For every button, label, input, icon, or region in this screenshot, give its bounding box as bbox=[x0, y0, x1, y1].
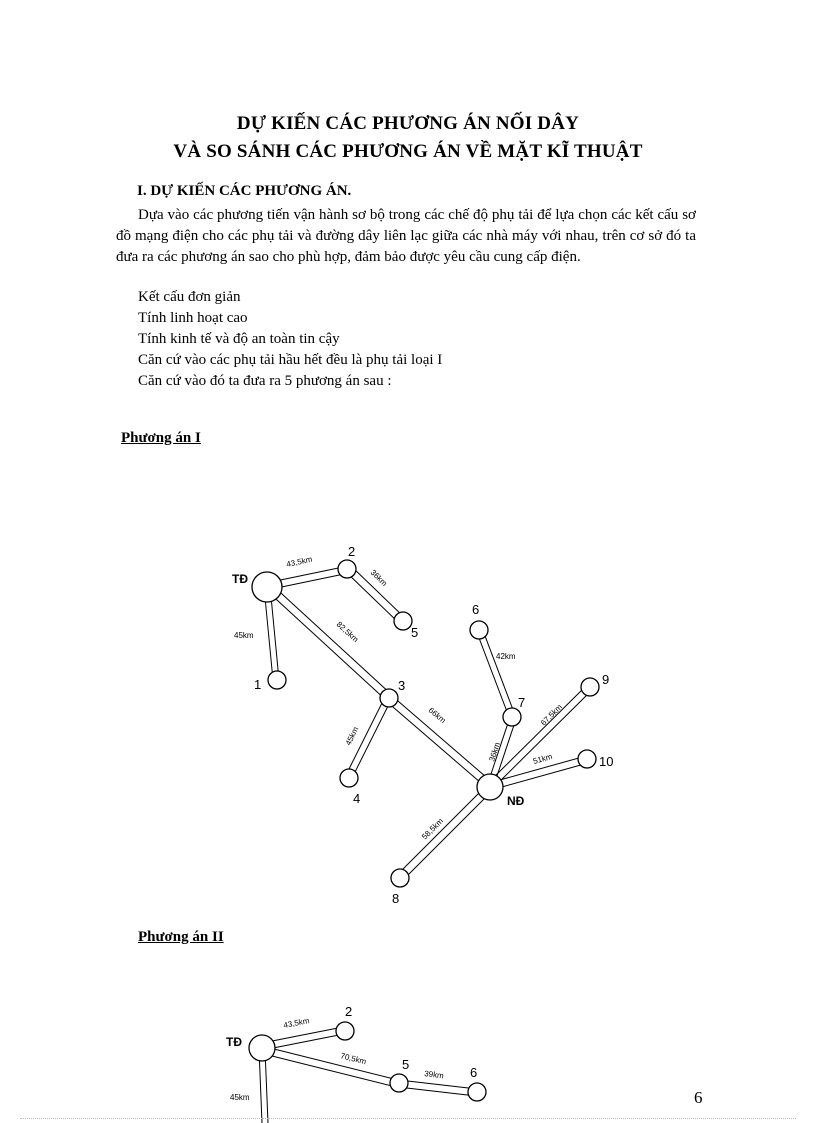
label-9: 9 bbox=[602, 672, 610, 687]
node-6 bbox=[470, 621, 488, 639]
dist-10-nd: 51km bbox=[532, 751, 554, 766]
criteria-line: Tính kinh tế và độ an toàn tin cậy bbox=[138, 331, 340, 347]
criteria-line: Căn cứ vào các phụ tải hầu hết đều là phụ tải loại I bbox=[138, 352, 443, 368]
label-7: 7 bbox=[518, 695, 526, 710]
dist-td-2: 43,5km bbox=[285, 554, 314, 569]
plan2-dist-td-1: 45km bbox=[230, 1093, 250, 1102]
node-9 bbox=[581, 678, 599, 696]
node-3 bbox=[380, 689, 398, 707]
dist-3-4: 45km bbox=[343, 725, 361, 747]
dist-2-5: 36km bbox=[368, 567, 389, 589]
plan2-node-2 bbox=[336, 1022, 354, 1040]
plan2-node-6 bbox=[468, 1083, 486, 1101]
dist-8-nd: 58,5km bbox=[420, 816, 445, 842]
page-number: 6 bbox=[694, 1088, 703, 1107]
section-heading: I. DỰ KIẾN CÁC PHƯƠNG ÁN. bbox=[137, 183, 352, 199]
footer-divider bbox=[20, 1118, 796, 1119]
plan2-node-5 bbox=[390, 1074, 408, 1092]
label-td: TĐ bbox=[232, 572, 248, 586]
dist-3-nd: 66km bbox=[426, 705, 448, 726]
label-8: 8 bbox=[392, 891, 400, 906]
node-2 bbox=[338, 560, 356, 578]
node-10 bbox=[578, 750, 596, 768]
label-1: 1 bbox=[254, 677, 262, 692]
plan2-dist-td-2: 43,5km bbox=[282, 1016, 311, 1030]
intro-paragraph: Dựa vào các phương tiến vận hành sơ bộ trong các chế độ phụ tải để lựa chọn các kết cấu sơ đồ mạng điện cho các phụ tải và đường dây liên lạc giữa các nhà máy với nhau, trên cơ sở đó ta đưa ra các phương án sao cho phù hợp, đảm bảo được yêu cầu cung cấp điện. bbox=[116, 207, 696, 265]
dist-6-7: 42km bbox=[496, 652, 516, 661]
plan2-edges bbox=[259, 1027, 477, 1123]
criteria-line: Căn cứ vào đó ta đưa ra 5 phương án sau : bbox=[138, 373, 392, 389]
criteria-line: Kết cấu đơn giản bbox=[138, 289, 241, 305]
node-nd bbox=[477, 774, 503, 800]
title-line-1: DỰ KIẾN CÁC PHƯƠNG ÁN NỐI DÂY bbox=[236, 113, 580, 134]
node-4 bbox=[340, 769, 358, 787]
plan2-node-td bbox=[249, 1035, 275, 1061]
label-5: 5 bbox=[411, 625, 419, 640]
node-1 bbox=[268, 671, 286, 689]
node-8 bbox=[391, 869, 409, 887]
node-7 bbox=[503, 708, 521, 726]
plan2-label-6: 6 bbox=[470, 1065, 478, 1080]
node-5 bbox=[394, 612, 412, 630]
label-10: 10 bbox=[599, 754, 614, 769]
dist-td-3: 82,5km bbox=[334, 619, 361, 645]
label-4: 4 bbox=[353, 791, 361, 806]
plan2-dist-5-6: 39km bbox=[423, 1069, 445, 1081]
plan-1-label: Phương án I bbox=[121, 430, 201, 446]
plan-2-label: Phương án II bbox=[138, 929, 224, 945]
title-line-2: VÀ SO SÁNH CÁC PHƯƠNG ÁN VỀ MẶT KĨ THUẬT bbox=[173, 141, 643, 162]
node-td bbox=[252, 572, 282, 602]
dist-7-nd: 36km bbox=[487, 741, 502, 763]
plan2-dist-td-5: 70,5km bbox=[339, 1051, 368, 1067]
label-nd: NĐ bbox=[507, 794, 525, 808]
dist-td-1: 45km bbox=[234, 631, 254, 640]
label-3: 3 bbox=[398, 678, 406, 693]
label-6: 6 bbox=[472, 602, 480, 617]
plan2-label-td: TĐ bbox=[226, 1035, 242, 1049]
label-2: 2 bbox=[348, 544, 356, 559]
dist-9-nd: 67,5km bbox=[539, 702, 564, 728]
plan2-label-5: 5 bbox=[402, 1057, 410, 1072]
plan2-label-2: 2 bbox=[345, 1004, 353, 1019]
criteria-line: Tính linh hoạt cao bbox=[138, 310, 248, 326]
